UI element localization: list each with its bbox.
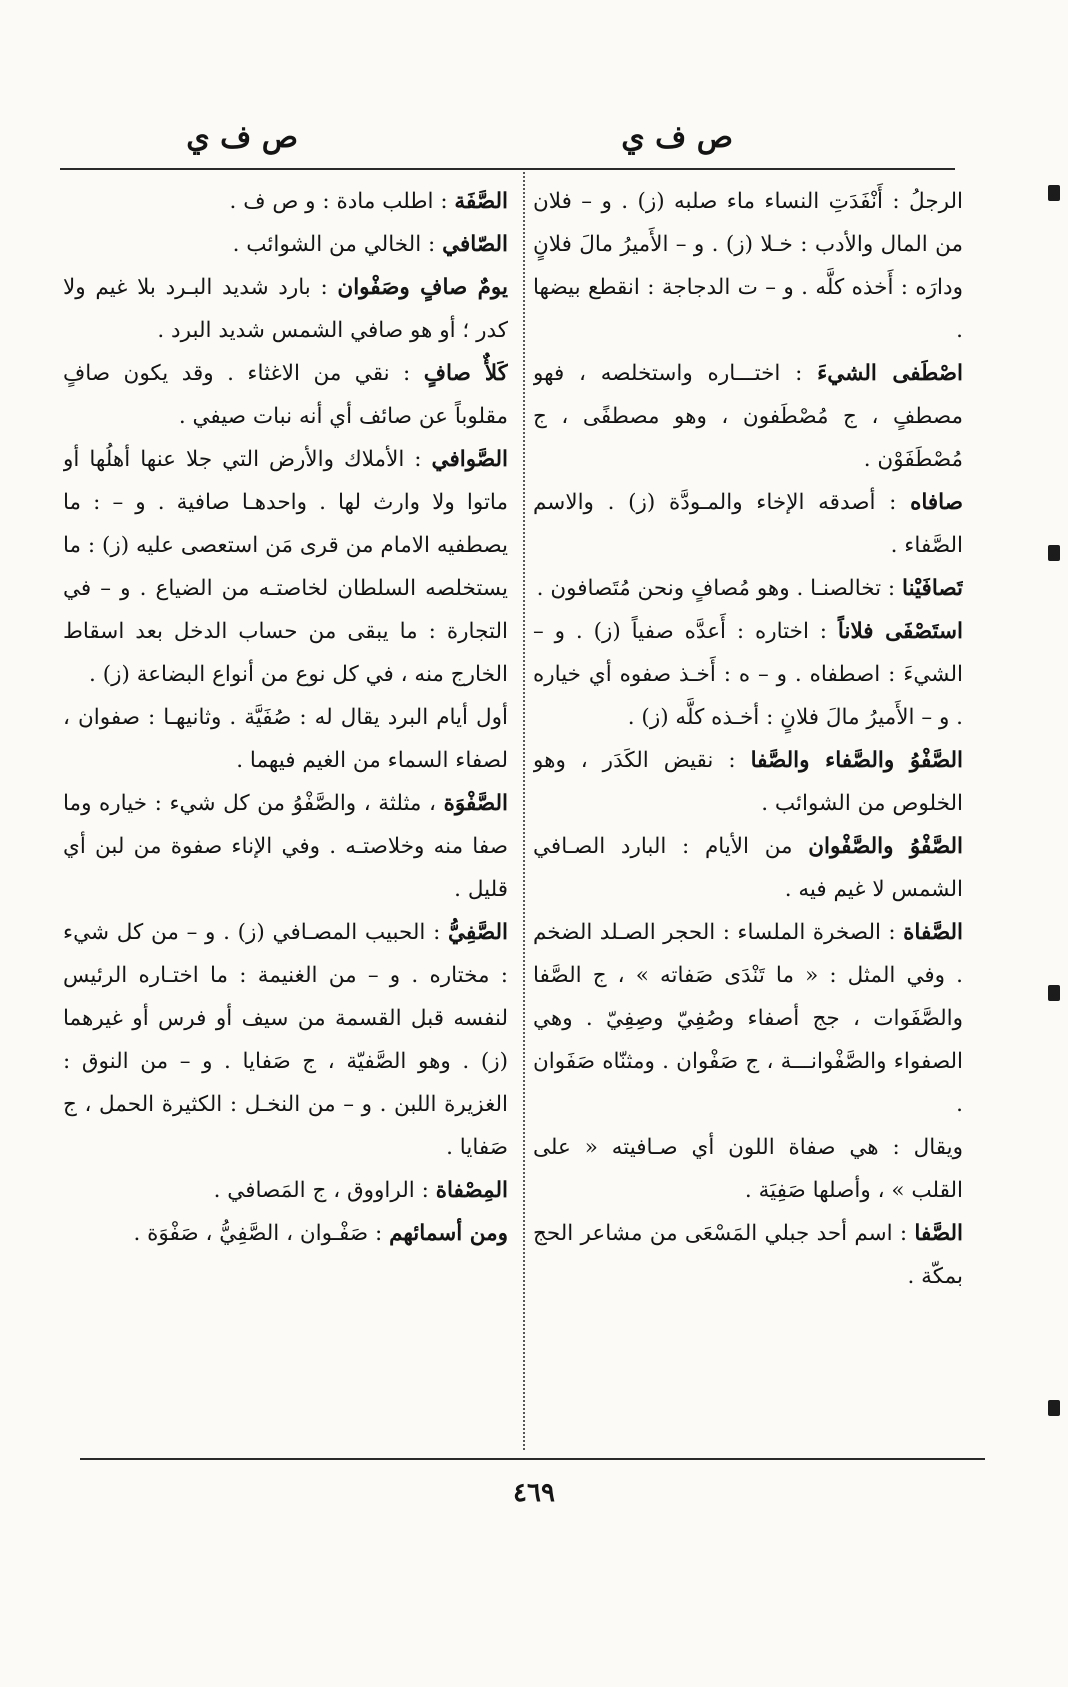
entry-headword: الصَّفْوَة (443, 791, 508, 816)
entry-headword: المِصْفاة (435, 1178, 508, 1203)
entry-headword: كَلأٌ صافٍ (423, 361, 508, 386)
entry-definition: : صَفْـوان ، الصَّفِيُّ ، صَفْوَة . (133, 1221, 390, 1246)
entry-definition: من الأيام : البارد الصـافي الشمس لا غيم فيه . (533, 834, 963, 902)
dictionary-entry (533, 352, 963, 481)
entry-headword: الصَّوافي (431, 447, 508, 472)
dictionary-entry (533, 739, 963, 825)
entry-definition: : تخالصنـا . وهو مُصافٍ ونحن مُتَصافون . (536, 576, 903, 601)
dictionary-entry (533, 180, 963, 352)
dictionary-entry (63, 911, 508, 1169)
left-column (63, 180, 508, 1450)
entry-definition: : الخالي من الشوائب . (232, 232, 443, 257)
dictionary-entry (533, 825, 963, 911)
scan-edge-mark (1048, 1400, 1060, 1416)
entry-headword: الصَّفْوُ والصَّفاء والصَّفا (750, 748, 963, 773)
entry-definition: ، مثلثة ، والصَّفْوُ من كل شيء : خياره وما صفا منه وخلاصتـه . وفي الإناء صفوة من لبن أي قليل . (63, 791, 508, 902)
entry-headword: الصّافي (442, 232, 508, 257)
dictionary-entry (533, 610, 963, 739)
dictionary-entry (533, 567, 963, 610)
entry-definition: : الراووق ، ج المَصافي . (213, 1178, 436, 1203)
dictionary-entry (63, 223, 508, 266)
entry-definition: أول أيام البرد يقال له : صُفَيَّة . وثانيهـا : صفوان ، لصفاء السماء من الغيم فيهما . (63, 705, 508, 773)
entry-definition: ويقال : هي صفاة اللون أي صـافيته « على القلب » ، وأصلها صَفِيَة . (533, 1135, 963, 1203)
running-header-right: ص ف ي (621, 120, 733, 155)
dictionary-entry (63, 352, 508, 438)
entry-headword: اصْطَفى الشيءَ (817, 361, 963, 386)
entry-definition: : نقي من الاغثاء . وقد يكون صافٍ مقلوباً عن صائف أي أنه نبات صيفي . (63, 361, 508, 429)
entry-headword: الصَّفا (914, 1221, 963, 1246)
header-rule (60, 168, 955, 170)
entry-headword: ومن أسمائهم (389, 1221, 508, 1246)
dictionary-entry (63, 1212, 508, 1255)
entry-headword: الصَّفاة (903, 920, 963, 945)
right-column (533, 180, 963, 1450)
entry-definition: : اختـــاره واستخلصه ، فهو مصطفٍ ، ج مُصْطَفون ، وهو مصطفًى ، ج مُصْطَفَوْن . (533, 361, 963, 472)
dictionary-entry (63, 438, 508, 696)
entry-headword: الصَّفَة (454, 189, 508, 214)
entry-headword: الصَّفِيُّ (448, 920, 508, 945)
dictionary-entry (533, 911, 963, 1126)
entry-definition: الرجلُ : أَنْفَدَتِ النساء ماء صلبه (ز) . و – فلان من المال والأدب : خـلا (ز) . و – الأَميرُ مالَ فلانٍ ودارَه : أَخذه كلَّه . و – ت الدجاجة : انقطع بيضها . (533, 189, 963, 343)
dictionary-entry (533, 481, 963, 567)
dictionary-entry (63, 1169, 508, 1212)
dictionary-entry (63, 266, 508, 352)
running-header-left: ص ف ي (186, 120, 298, 155)
dictionary-entry (63, 696, 508, 782)
entry-definition: : اختاره : أَعدَّه صفياً (ز) . و – الشيءَ : اصطفاه . و – ه : أَخـذ صفوه أي خياره . و – الأَميرُ مالَ فلانٍ : أخـذه كلَّه (ز) . (533, 619, 963, 730)
entry-definition: : الحبيب المصـافي (ز) . و – من كل شيء : مختاره . و – من الغنيمة : ما اختـاره الرئيس لنفسه قبل القسمة من سيف أو فرس أو غيرهما (ز) . وهو الصَّفيّة ، ج صَفايا . و – من النوق : الغزيرة اللبن . و – من النخـل : الكثيرة الحمل ، ج صَفايا . (63, 920, 508, 1160)
entry-definition: : الصخرة الملساء : الحجر الصـلد الضخم . وفي المثل : « ما تَنْدَى صَفاته » ، ج الصَّفا والصَّفَوات ، جج أصفاء وصُفِيّ وصِفِيّ . وهي الصفواء والصَّفْوانـــة ، ج صَفْوان . ومثنّاه صَفَوان . (533, 920, 963, 1117)
dictionary-entry (533, 1126, 963, 1212)
column-separator (523, 172, 525, 1450)
entry-definition: : بارد شديد البـرد بلا غيم ولا كدر ؛ أو هو صافي الشمس شديد البرد . (63, 275, 508, 343)
entry-definition: : اسم أحد جبلي المَسْعَى من مشاعر الحج بمكّة . (533, 1221, 963, 1289)
entry-definition: : نقيض الكَدَر ، وهو الخلوص من الشوائب . (533, 748, 963, 816)
scan-edge-mark (1048, 545, 1060, 561)
scan-edge-mark (1048, 185, 1060, 201)
entry-definition: : اطلب مادة : و ص ف . (229, 189, 455, 214)
entry-headword: يومٌ صافٍ وصَفْوان (337, 275, 508, 300)
entry-definition: : أصدقه الإخاء والمـودَّة (ز) . والاسم الصَّفاء . (533, 490, 963, 558)
dictionary-entry (533, 1212, 963, 1298)
entry-headword: تَصافَيْنا (902, 576, 963, 601)
entry-headword: صافاه (910, 490, 963, 515)
page-number: ٤٦٩ (513, 1478, 555, 1508)
scan-edge-mark (1048, 985, 1060, 1001)
entry-definition: : الأملاك والأرض التي جلا عنها أهلُها أو ماتوا ولا وارث لها . واحدهـا صافية . و – : ما يصطفيه الامام من قرى مَن استعصى عليه (ز) : ما يستخلصه السلطان لخاصتـه من الضياع . و – في التجارة : ما يبقى من حساب الدخل بعد اسقاط الخارج منه ، في كل نوع من أنواع البضاعة (ز) . (63, 447, 508, 687)
entry-headword: الصَّفْوُ والصَّفْوان (808, 834, 963, 859)
entry-headword: استَصْفَى فلاناً (837, 619, 963, 644)
dictionary-entry (63, 782, 508, 911)
footer-rule (80, 1458, 985, 1460)
dictionary-entry (63, 180, 508, 223)
